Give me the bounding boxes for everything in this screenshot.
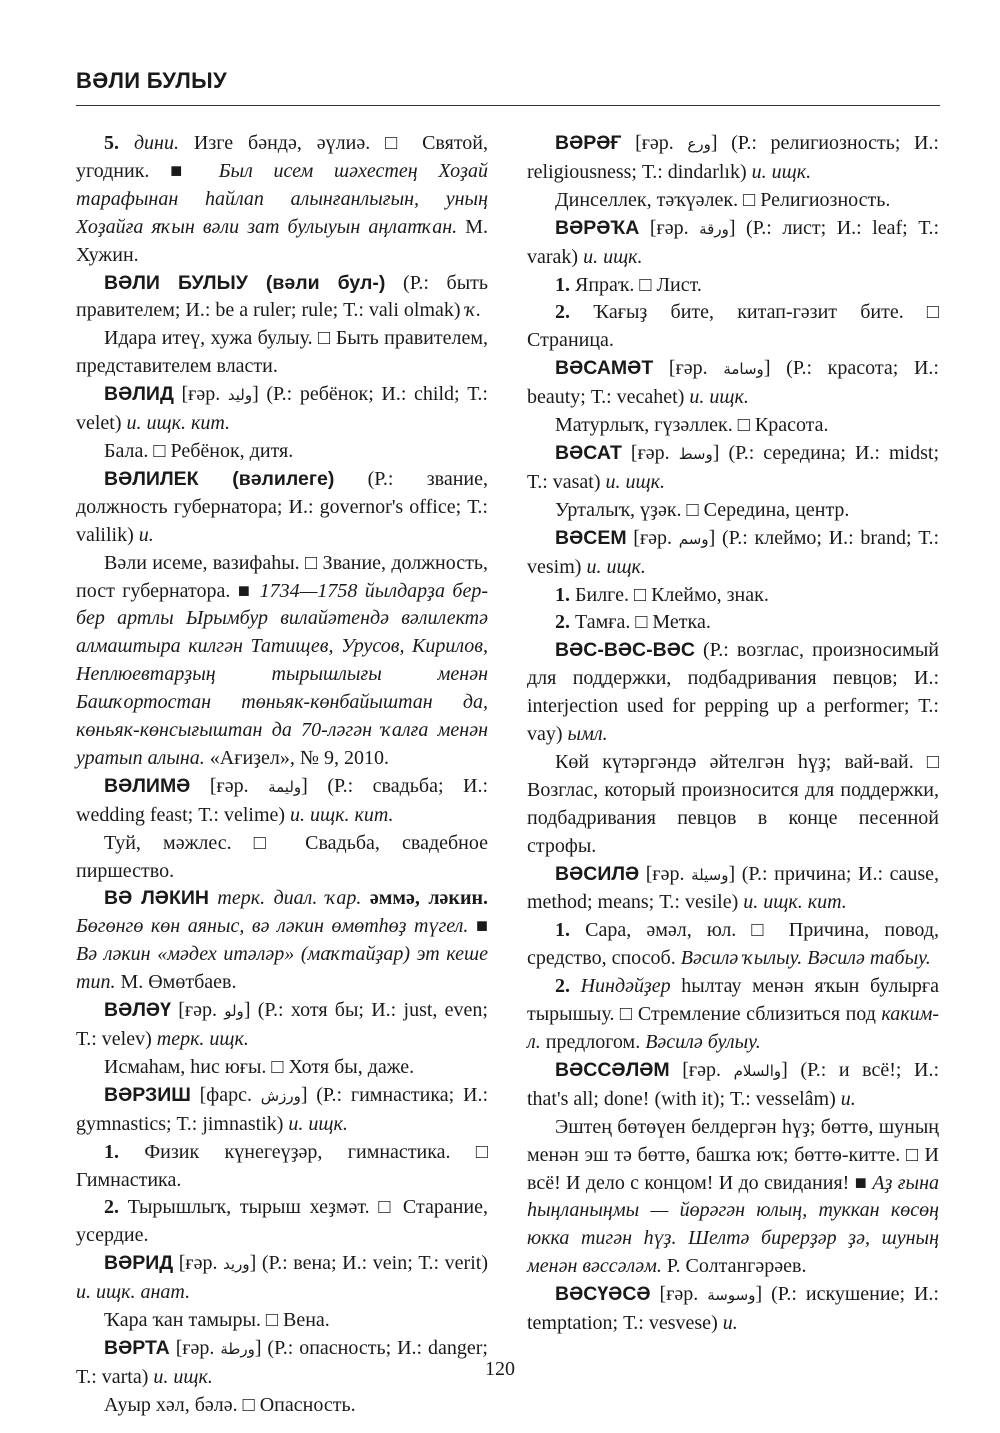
- italic-text: и. ищк. кит.: [126, 412, 231, 435]
- text-run: Ҡара ҡан тамыры. □ Вена.: [104, 1309, 330, 1332]
- text-run: ] (Р.: вена; И.: vein; Т.: verit): [249, 1252, 488, 1275]
- text-run: М. Өмөтбаев.: [115, 971, 237, 994]
- dictionary-paragraph: [527, 973, 939, 1057]
- arabic-etymon: ورع: [687, 135, 711, 153]
- arabic-etymon: وسيلة: [691, 865, 729, 884]
- text-run: ] (Р.: и всё!; И.: that's all; done! (with it); Т.: vesselâm): [527, 1058, 939, 1110]
- text-run: Физик күнегеүҙәр, гимнастика. □ Гимнастика.: [76, 1140, 488, 1191]
- arabic-etymon: والسلام: [733, 1061, 782, 1080]
- text-run: [ғәр.: [170, 999, 225, 1022]
- left-column: [76, 130, 488, 1420]
- text-run: [ғәр.: [653, 357, 724, 380]
- text-run: Исмаһам, һис юғы. □ Хотя бы, даже.: [104, 1055, 415, 1078]
- dictionary-paragraph: [76, 1307, 488, 1335]
- italic-text: и. ищк.: [689, 386, 749, 409]
- italic-text: Вә ләкин «мәдех итәләр» (маҡтайҙар) эт кеше тип.: [76, 943, 488, 994]
- dictionary-paragraph: [76, 1139, 488, 1195]
- italic-text: и. ищк.: [605, 470, 665, 493]
- headword: ВӘРӘҠА: [555, 216, 640, 239]
- dictionary-paragraph: [76, 997, 488, 1054]
- italic-text: и.: [138, 523, 154, 546]
- headword: ВӘЛИД: [104, 383, 174, 406]
- text-run: Динселлек, тәҡүәлек. □ Религиозность.: [555, 188, 891, 211]
- italic-text: и. ищк.: [751, 160, 812, 183]
- text-run: [ғәр.: [621, 441, 679, 464]
- sense-number: 2.: [555, 301, 570, 324]
- dictionary-paragraph: [527, 609, 939, 637]
- italic-text: Вәсилә булыу.: [645, 1031, 761, 1053]
- running-header: ВӘЛИ БУЛЫУ: [76, 68, 227, 93]
- text-run: Сара, әмәл, юл. □ Причина, повод, средство, способ.: [527, 919, 939, 970]
- right-column: [527, 130, 939, 1338]
- text-run: [ғәр.: [190, 774, 269, 797]
- text-run: (Р.: возглас, произносимый для поддержки, подбадривания певцов; И.: interjection used for pepping up a performer; Т.: vay): [527, 639, 939, 746]
- dictionary-paragraph: [527, 1114, 939, 1281]
- dictionary-paragraph: [527, 215, 939, 272]
- dictionary-paragraph: [76, 1250, 488, 1307]
- dictionary-paragraph: [76, 270, 488, 326]
- text-run: Япраҡ. □ Лист.: [570, 273, 702, 296]
- italic-text: Бөгөнгө көн аяныс, вә ләкин өмөтһөҙ түгел.: [76, 915, 476, 938]
- italic-text: терк. ищк.: [156, 1028, 249, 1050]
- text-run: ] (Р.: опасность; И.: danger; Т.: varta): [76, 1336, 488, 1388]
- dictionary-paragraph: [76, 773, 488, 830]
- headword: ВӘЛӘҮ: [104, 999, 171, 1022]
- headword: ВӘЛИЛЕК (вәлилеге): [104, 467, 335, 490]
- arabic-etymon: ولو: [224, 1002, 244, 1021]
- arabic-etymon: ورطة: [220, 1339, 255, 1358]
- text-run: ] (Р.: хотя бы; И.: just, even; Т.: velev): [76, 999, 488, 1050]
- dictionary-paragraph: [527, 749, 939, 861]
- example-marker: ■: [170, 159, 198, 182]
- dictionary-paragraph: [527, 440, 939, 497]
- dictionary-paragraph: [527, 637, 939, 749]
- text-run: һылтау менән яҡын булырға тырышыу. □ Стремление сблизиться под: [527, 975, 939, 1026]
- text-run: ] (Р.: свадьба; И.: wedding feast; Т.: velime): [76, 774, 488, 826]
- headword: ВӘСИЛӘ: [555, 862, 640, 885]
- italic-text: Вәсилә ҡылыу. Вәсилә табыу.: [680, 947, 931, 970]
- italic-text: и. ищк.: [583, 245, 643, 268]
- text-run: [ғәр.: [626, 526, 679, 549]
- arabic-etymon: وريد: [223, 1255, 250, 1274]
- headword: ВӘРИД: [104, 1252, 174, 1275]
- dictionary-paragraph: [76, 1054, 488, 1082]
- text-run: ] (Р.: религиозность; И.: religiousness; Т.: dindarlık): [527, 132, 939, 183]
- italic-text: и. ищк. кит.: [290, 803, 394, 826]
- text-run: Тырышлыҡ, тырыш хеҙмәт. □ Старание, усердие.: [76, 1196, 488, 1247]
- sense-number: 1.: [555, 273, 570, 296]
- example-marker: ■: [854, 1171, 868, 1194]
- headword: ВӘСАТ: [555, 441, 622, 464]
- arabic-etymon: ورقة: [699, 219, 729, 238]
- dictionary-paragraph: [76, 885, 488, 997]
- text-run: [фарс.: [190, 1083, 261, 1106]
- headword: ВӘС-ВӘС-ВӘС: [555, 639, 695, 662]
- dictionary-paragraph: [527, 1281, 939, 1338]
- italic-text: ымл.: [567, 723, 608, 746]
- text-run: Матурлыҡ, гүзәллек. □ Красота.: [555, 414, 829, 437]
- text-run: ] (Р.: лист; И.: leaf; Т.: varak): [527, 216, 940, 268]
- dictionary-paragraph: [76, 550, 488, 773]
- text-run: [ғәр.: [621, 132, 688, 154]
- text-run: [ғәр.: [639, 862, 692, 885]
- text-run: Көй күтәргәндә әйтелгән һүҙ; вай-вай. □ Возглас, который произносится для поддержки, подбадривания певцов в конце песенной строфы.: [527, 750, 939, 857]
- text-run: (Р.: звание, должность губернатора; И.: governor's office; Т.: valilik): [76, 467, 488, 546]
- text-run: Урталыҡ, үҙәк. □ Середина, центр.: [555, 498, 850, 521]
- italic-text: и. ищк. анат.: [76, 1281, 191, 1304]
- dictionary-paragraph: [527, 412, 939, 440]
- text-run: Билге. □ Клеймо, знак.: [570, 583, 769, 606]
- text-run: Ауыр хәл, бәлә. □ Опасность.: [104, 1393, 356, 1416]
- arabic-etymon: وسامة: [723, 360, 764, 379]
- sense-number: 2.: [555, 975, 570, 998]
- italic-text: Был исем шәхестең Хоҙай тарафынан һайлап алынғанлығын, уның Хоҙайға яҡын вәли зат булыуын аңлатҡан.: [76, 159, 488, 238]
- text-run: [ғәр.: [169, 1336, 221, 1359]
- dictionary-paragraph: [76, 1082, 488, 1139]
- dictionary-paragraph: [76, 830, 488, 886]
- text-run: ] (Р.: середина; И.: midst; Т.: vasat): [527, 441, 940, 493]
- text-run: ] (Р.: искушение; И.: temptation; Т.: vesvese): [527, 1283, 939, 1335]
- text-run: Туй, мәжлес. □ Свадьба, свадебное пиршество.: [76, 831, 488, 882]
- sense-number: 1.: [555, 919, 570, 942]
- text-run: Идара итеү, хужа булыу. □ Быть правителем, представителем власти.: [76, 327, 488, 378]
- text-run: «Ағиҙел», № 9, 2010.: [204, 746, 389, 769]
- text-run: [ғәр.: [650, 1283, 708, 1306]
- italic-text: и.: [840, 1087, 856, 1110]
- text-run: Эштең бөтөүен белдергән һүҙ; бөттө, шуның менән эш тә бөттө, башҡа юҡ; бөттө-китте. □ И всё! И дело с концом! И до свидания!: [527, 1115, 939, 1194]
- text-run: (Р.: быть правителем; И.: be a ruler; rule; Т.: vali olmak): [76, 271, 488, 322]
- sense-number: 2.: [555, 611, 570, 634]
- sense-number: әммә, ләкин.: [369, 887, 489, 910]
- italic-text: и. ищк. кит.: [743, 891, 847, 914]
- dictionary-paragraph: [527, 1057, 939, 1114]
- header-rule: [76, 105, 940, 106]
- dictionary-paragraph: [76, 130, 488, 270]
- dictionary-paragraph: [76, 1194, 488, 1250]
- dictionary-paragraph: [527, 861, 939, 918]
- italic-text: ҡ.: [465, 299, 482, 322]
- example-marker: ■: [475, 915, 488, 938]
- headword: ВӘ ЛӘКИН: [104, 887, 209, 910]
- dictionary-paragraph: [76, 466, 488, 550]
- dictionary-paragraph: [76, 438, 488, 466]
- arabic-etymon: ورزش: [260, 1086, 301, 1105]
- arabic-etymon: وسوسة: [707, 1286, 756, 1305]
- headword: ВӘССӘЛӘМ: [555, 1058, 670, 1081]
- text-run: [ғәр.: [173, 383, 228, 406]
- text-run: Бала. □ Ребёнок, дитя.: [104, 439, 294, 462]
- headword: ВӘРТА: [104, 1336, 170, 1359]
- headword: ВӘРӘҒ: [555, 132, 622, 154]
- text-run: Тамға. □ Метка.: [570, 611, 711, 634]
- dictionary-paragraph: [527, 497, 939, 525]
- italic-text: и. ищк.: [153, 1365, 213, 1388]
- headword: ВӘРЗИШ: [104, 1083, 191, 1106]
- sense-number: 1.: [555, 583, 570, 606]
- dictionary-paragraph: [527, 299, 939, 355]
- italic-text: и.: [722, 1312, 738, 1335]
- text-run: ] (Р.: гимнастика; И.: gymnastics; Т.: jimnastik): [76, 1083, 489, 1135]
- italic-text: терк. диал. ҡар.: [208, 887, 370, 910]
- example-marker: ■: [237, 579, 253, 602]
- italic-text: Ниндәйҙер: [570, 975, 671, 998]
- arabic-etymon: وليد: [227, 386, 253, 405]
- dictionary-paragraph: [527, 187, 939, 215]
- sense-number: 1.: [104, 1140, 119, 1163]
- italic-text: Аҙ ғына һыңланыңмы — йөрәгән юлың, туккан көсөң юкка тигән һүҙ. Шелтә бирерҙәр ҙә, шуның менән вәссәләм.: [527, 1171, 939, 1278]
- text-run: Изге бәндә, әүлиә. □ Святой, угодник.: [76, 132, 488, 182]
- text-run: ] (Р.: красота; И.: beauty; Т.: vecahet): [527, 357, 939, 409]
- text-run: ] (Р.: причина; И.: cause, method; means; Т.: vesile): [527, 862, 939, 914]
- headword: ВӘСЕМ: [555, 526, 627, 549]
- arabic-etymon: وسم: [678, 529, 709, 548]
- dictionary-paragraph: [527, 917, 939, 973]
- text-run: Вәли исеме, вазифаһы. □ Звание, должность, пост губернатора.: [76, 551, 488, 602]
- text-run: Р. Солтангәрәев.: [661, 1255, 807, 1278]
- dictionary-paragraph: [527, 582, 939, 610]
- italic-text: и. ищк.: [586, 555, 646, 578]
- dictionary-paragraph: [76, 381, 488, 438]
- text-run: предлогом.: [540, 1031, 646, 1053]
- text-run: [ғәр.: [639, 216, 700, 239]
- italic-text: 1734—1758 йылдарҙа бер-бер артлы Ырымбур вилайәтендә вәлилектә алмаштыра килгән Татищев, Урусов, Кирилов, Неплюевтарҙың тырышлығы менән Башҡортостан төньяк-көнбайыштан да, көньяк-көнсығыштан да 70-ләгән ҡалға менән уратып алына.: [76, 579, 488, 769]
- text-run: ] (Р.: клеймо; И.: brand; Т.: vesim): [527, 526, 940, 578]
- dictionary-paragraph: [527, 355, 939, 412]
- text-run: [ғәр.: [173, 1252, 224, 1275]
- sense-number: 5.: [104, 132, 134, 154]
- headword: ВӘЛИМӘ: [104, 774, 191, 797]
- headword: ВӘЛИ БУЛЫУ (вәли бул-): [104, 271, 386, 294]
- headword: ВӘСАМӘТ: [555, 357, 654, 380]
- text-run: Ҡағыҙ бите, китап-гәзит бите. □ Страница.: [527, 301, 939, 352]
- sense-number: 2.: [104, 1196, 119, 1219]
- text-run: [ғәр.: [669, 1058, 734, 1081]
- italic-text: и. ищк.: [288, 1112, 348, 1135]
- arabic-etymon: وليمة: [268, 777, 302, 796]
- headword: ВӘСҮӘСӘ: [555, 1283, 651, 1306]
- dictionary-paragraph: [76, 1392, 488, 1420]
- text-run: ] (Р.: ребёнок; И.: child; Т.: velet): [76, 383, 488, 435]
- text-run: М. Хужин.: [76, 215, 488, 266]
- dictionary-paragraph: [527, 130, 939, 187]
- italic-text: каким-л.: [527, 1003, 939, 1053]
- page-number: 120: [485, 1358, 515, 1380]
- dictionary-paragraph: [76, 325, 488, 381]
- italic-text: дини.: [133, 132, 179, 154]
- dictionary-paragraph: [527, 272, 939, 300]
- arabic-etymon: وسط: [678, 444, 713, 463]
- dictionary-paragraph: [527, 525, 939, 582]
